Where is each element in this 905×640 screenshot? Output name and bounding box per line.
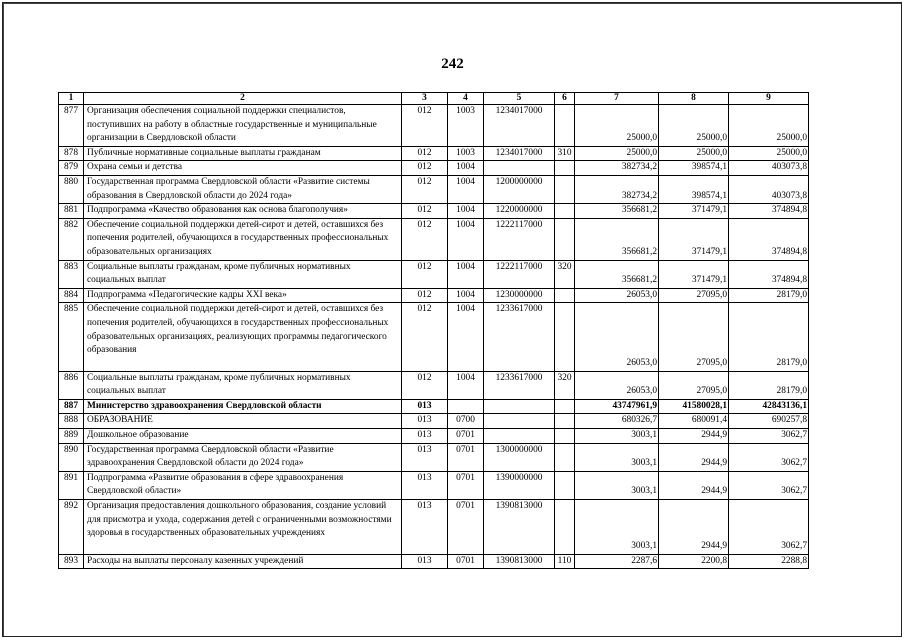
row-target-code: 1234017000 — [484, 146, 555, 161]
row-expense-type — [555, 500, 575, 555]
row-admin-code: 012 — [402, 303, 448, 371]
table-row — [59, 399, 809, 414]
row-number: 888 — [59, 414, 84, 429]
row-value-2024: 374894,8 — [729, 204, 809, 219]
row-value-2024: 28179,0 — [729, 303, 809, 371]
row-value-2022: 356681,2 — [575, 204, 659, 219]
row-value-2024: 28179,0 — [729, 288, 809, 303]
row-target-code: 1390813000 — [484, 500, 555, 555]
page-number: 242 — [441, 56, 464, 72]
row-section-code: 1004 — [448, 204, 484, 219]
header-col-3: 3 — [402, 93, 448, 105]
row-admin-code: 012 — [402, 146, 448, 161]
row-admin-code: 013 — [402, 500, 448, 555]
row-target-code: 1222117000 — [484, 218, 555, 260]
row-expense-type — [555, 288, 575, 303]
row-name: Организация обеспечения социальной поддержки специалистов, поступивших на работу в областные государственные и муниципальные организации в Свердловской области — [84, 105, 402, 147]
row-admin-code: 013 — [402, 443, 448, 471]
row-value-2022: 382734,2 — [575, 175, 659, 203]
row-expense-type: 310 — [555, 146, 575, 161]
row-admin-code: 013 — [402, 429, 448, 444]
row-name: Публичные нормативные социальные выплаты гражданам — [84, 146, 402, 161]
row-value-2022: 26053,0 — [575, 303, 659, 371]
row-section-code: 0701 — [448, 443, 484, 471]
row-section-code: 1004 — [448, 303, 484, 371]
row-expense-type — [555, 303, 575, 371]
table-row — [59, 146, 809, 161]
row-target-code — [484, 429, 555, 444]
row-number: 885 — [59, 303, 84, 371]
row-value-2024: 403073,8 — [729, 161, 809, 176]
row-value-2023: 2944,9 — [659, 429, 729, 444]
row-section-code: 0701 — [448, 471, 484, 499]
row-name: Подпрограмма «Качество образования как основа благополучия» — [84, 204, 402, 219]
row-target-code: 1220000000 — [484, 204, 555, 219]
row-target-code: 1233617000 — [484, 303, 555, 371]
row-target-code: 1234017000 — [484, 105, 555, 147]
row-value-2022: 25000,0 — [575, 105, 659, 147]
row-value-2023: 398574,1 — [659, 175, 729, 203]
row-value-2024: 3062,7 — [729, 429, 809, 444]
row-section-code: 1004 — [448, 175, 484, 203]
row-number: 882 — [59, 218, 84, 260]
row-section-code: 1004 — [448, 218, 484, 260]
row-value-2023: 398574,1 — [659, 161, 729, 176]
row-admin-code: 012 — [402, 204, 448, 219]
budget-table — [58, 92, 809, 569]
row-value-2023: 27095,0 — [659, 371, 729, 399]
row-value-2024: 374894,8 — [729, 260, 809, 288]
header-col-7: 7 — [575, 93, 659, 105]
row-value-2022: 3003,1 — [575, 471, 659, 499]
row-number: 881 — [59, 204, 84, 219]
row-value-2024: 25000,0 — [729, 146, 809, 161]
table-row — [59, 500, 809, 555]
row-admin-code: 013 — [402, 399, 448, 414]
row-value-2023: 371479,1 — [659, 260, 729, 288]
row-name: Обеспечение социальной поддержки детей-сирот и детей, оставшихся без попечения родителей, обучающихся в государственных профессиональных образовательных организациях, реализующих программы педагогического образования — [84, 303, 402, 371]
row-name: Подпрограмма «Педагогические кадры XXI века» — [84, 288, 402, 303]
row-number: 880 — [59, 175, 84, 203]
row-expense-type — [555, 204, 575, 219]
row-value-2023: 2944,9 — [659, 500, 729, 555]
row-target-code — [484, 414, 555, 429]
row-value-2022: 43747961,9 — [575, 399, 659, 414]
row-value-2023: 680091,4 — [659, 414, 729, 429]
row-section-code: 1003 — [448, 146, 484, 161]
row-name: Государственная программа Свердловской области «Развитие здравоохранения Свердловской области до 2024 года» — [84, 443, 402, 471]
row-value-2022: 680326,7 — [575, 414, 659, 429]
row-value-2024: 28179,0 — [729, 371, 809, 399]
table-row — [59, 303, 809, 371]
row-number: 893 — [59, 554, 84, 569]
row-value-2024: 2288,8 — [729, 554, 809, 569]
row-admin-code: 012 — [402, 105, 448, 147]
row-admin-code: 013 — [402, 471, 448, 499]
row-number: 892 — [59, 500, 84, 555]
row-value-2022: 3003,1 — [575, 429, 659, 444]
header-col-1: 1 — [59, 93, 84, 105]
row-value-2022: 3003,1 — [575, 500, 659, 555]
row-expense-type — [555, 218, 575, 260]
table-row — [59, 260, 809, 288]
header-col-2: 2 — [84, 93, 402, 105]
row-admin-code: 012 — [402, 288, 448, 303]
row-value-2023: 25000,0 — [659, 146, 729, 161]
table-row — [59, 288, 809, 303]
table-row — [59, 175, 809, 203]
row-section-code: 0700 — [448, 414, 484, 429]
row-expense-type — [555, 399, 575, 414]
table-row — [59, 204, 809, 219]
header-col-4: 4 — [448, 93, 484, 105]
row-target-code: 1390813000 — [484, 554, 555, 569]
row-expense-type — [555, 161, 575, 176]
row-value-2023: 27095,0 — [659, 288, 729, 303]
row-value-2023: 371479,1 — [659, 204, 729, 219]
row-section-code: 1004 — [448, 260, 484, 288]
header-col-6: 6 — [555, 93, 575, 105]
row-value-2022: 382734,2 — [575, 161, 659, 176]
row-expense-type — [555, 414, 575, 429]
header-col-9: 9 — [729, 93, 809, 105]
row-target-code: 1390000000 — [484, 471, 555, 499]
row-value-2023: 2200,8 — [659, 554, 729, 569]
row-number: 877 — [59, 105, 84, 147]
row-number: 884 — [59, 288, 84, 303]
row-expense-type — [555, 175, 575, 203]
row-value-2024: 3062,7 — [729, 471, 809, 499]
row-value-2024: 403073,8 — [729, 175, 809, 203]
row-section-code: 0701 — [448, 500, 484, 555]
row-target-code: 1230000000 — [484, 288, 555, 303]
row-expense-type — [555, 471, 575, 499]
row-value-2022: 26053,0 — [575, 288, 659, 303]
row-value-2023: 27095,0 — [659, 303, 729, 371]
row-value-2022: 26053,0 — [575, 371, 659, 399]
row-name: Дошкольное образование — [84, 429, 402, 444]
row-number: 883 — [59, 260, 84, 288]
row-value-2022: 2287,6 — [575, 554, 659, 569]
row-name: Подпрограмма «Развитие образования в сфере здравоохранения Свердловской области» — [84, 471, 402, 499]
table-body — [59, 105, 809, 569]
row-section-code: 1003 — [448, 105, 484, 147]
row-admin-code: 012 — [402, 260, 448, 288]
row-value-2022: 356681,2 — [575, 218, 659, 260]
row-value-2023: 25000,0 — [659, 105, 729, 147]
row-admin-code: 012 — [402, 371, 448, 399]
row-name: Министерство здравоохранения Свердловской области — [84, 399, 402, 414]
row-value-2022: 25000,0 — [575, 146, 659, 161]
table-row — [59, 105, 809, 147]
row-number: 879 — [59, 161, 84, 176]
row-name: Социальные выплаты гражданам, кроме публичных нормативных социальных выплат — [84, 371, 402, 399]
row-number: 886 — [59, 371, 84, 399]
row-number: 878 — [59, 146, 84, 161]
row-number: 891 — [59, 471, 84, 499]
table-row — [59, 429, 809, 444]
row-target-code: 1200000000 — [484, 175, 555, 203]
row-value-2024: 42843136,1 — [729, 399, 809, 414]
row-name: Государственная программа Свердловской области «Развитие системы образования в Свердловской области до 2024 года» — [84, 175, 402, 203]
row-expense-type: 110 — [555, 554, 575, 569]
row-name: Расходы на выплаты персоналу казенных учреждений — [84, 554, 402, 569]
row-section-code: 1004 — [448, 288, 484, 303]
row-name: Обеспечение социальной поддержки детей-сирот и детей, оставшихся без попечения родителей, обучающихся в государственных профессиональных образовательных организациях — [84, 218, 402, 260]
row-name: Социальные выплаты гражданам, кроме публичных нормативных социальных выплат — [84, 260, 402, 288]
row-value-2024: 3062,7 — [729, 443, 809, 471]
header-row — [59, 93, 809, 105]
row-value-2023: 2944,9 — [659, 443, 729, 471]
row-target-code: 1233617000 — [484, 371, 555, 399]
row-target-code: 1222117000 — [484, 260, 555, 288]
row-section-code: 0701 — [448, 554, 484, 569]
row-section-code: 0701 — [448, 429, 484, 444]
row-number: 890 — [59, 443, 84, 471]
row-value-2024: 25000,0 — [729, 105, 809, 147]
row-value-2022: 356681,2 — [575, 260, 659, 288]
row-value-2024: 3062,7 — [729, 500, 809, 555]
header-col-8: 8 — [659, 93, 729, 105]
row-value-2023: 371479,1 — [659, 218, 729, 260]
row-admin-code: 013 — [402, 554, 448, 569]
table-row — [59, 554, 809, 569]
row-value-2024: 374894,8 — [729, 218, 809, 260]
row-expense-type — [555, 105, 575, 147]
row-target-code — [484, 161, 555, 176]
table-row — [59, 218, 809, 260]
table-row — [59, 443, 809, 471]
row-section-code: 1004 — [448, 161, 484, 176]
table-row — [59, 471, 809, 499]
row-expense-type — [555, 429, 575, 444]
row-name: Организация предоставления дошкольного образования, создание условий для присмотра и ухода, содержания детей с ограниченными возможностями здоровья в государственных образовательных учреждениях — [84, 500, 402, 555]
row-number: 889 — [59, 429, 84, 444]
row-number: 887 — [59, 399, 84, 414]
row-target-code: 1300000000 — [484, 443, 555, 471]
row-value-2024: 690257,8 — [729, 414, 809, 429]
table-row — [59, 371, 809, 399]
row-expense-type: 320 — [555, 260, 575, 288]
row-name: Охрана семьи и детства — [84, 161, 402, 176]
header-col-5: 5 — [484, 93, 555, 105]
row-name: ОБРАЗОВАНИЕ — [84, 414, 402, 429]
row-expense-type — [555, 443, 575, 471]
row-admin-code: 013 — [402, 414, 448, 429]
row-target-code — [484, 399, 555, 414]
row-value-2023: 2944,9 — [659, 471, 729, 499]
row-expense-type: 320 — [555, 371, 575, 399]
row-admin-code: 012 — [402, 218, 448, 260]
row-admin-code: 012 — [402, 161, 448, 176]
table-row — [59, 414, 809, 429]
table-row — [59, 161, 809, 176]
row-section-code: 1004 — [448, 371, 484, 399]
row-admin-code: 012 — [402, 175, 448, 203]
row-section-code — [448, 399, 484, 414]
row-value-2022: 3003,1 — [575, 443, 659, 471]
row-value-2023: 41580028,1 — [659, 399, 729, 414]
